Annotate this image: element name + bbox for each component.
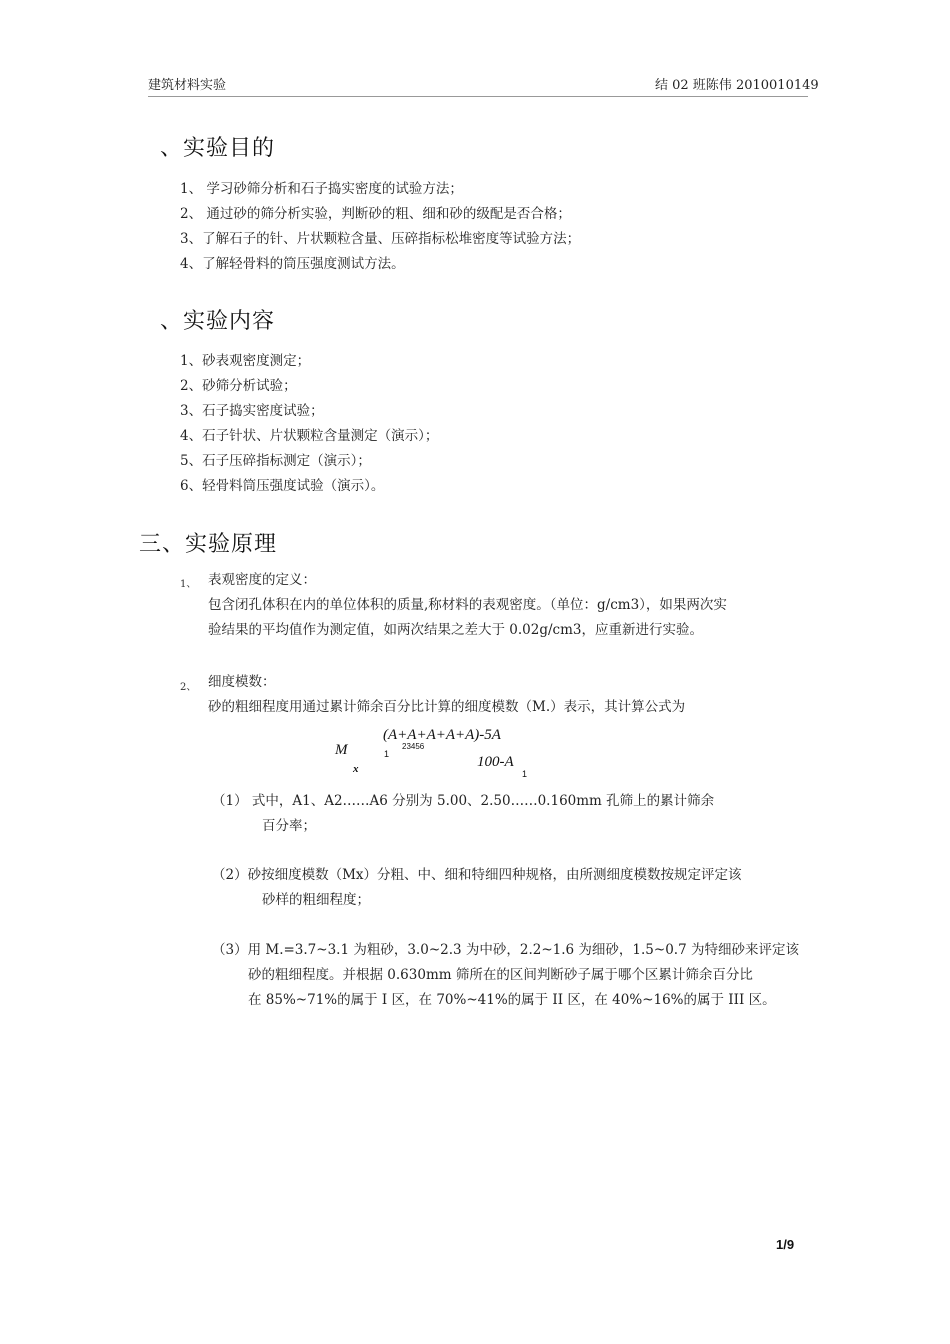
- section1-item-1: 1、 学习砂筛分析和石子捣实密度的试验方法；: [180, 181, 463, 197]
- section1-title: 、实验目的: [160, 136, 276, 161]
- note1-line2: 百分率；: [262, 818, 316, 834]
- p2-number: 2、: [180, 682, 197, 693]
- header-right: 结 02 班陈伟 2010010149: [655, 78, 819, 93]
- formula-denominator: 100-A: [477, 754, 514, 770]
- p2-title: 细度模数：: [208, 674, 276, 690]
- formula-lhs-sub: x: [353, 763, 359, 775]
- section1-item-3: 3、了解石子的针、片状颗粒含量、压碎指标松堆密度等试验方法；: [180, 231, 581, 247]
- formula-num-sub1: 1: [384, 749, 390, 759]
- note3-line1: （3）用 M.=3.7~3.1 为粗砂，3.0~2.3 为中砂，2.2~1.6 为细砂，1.5~0.7 为特细砂来评定该: [212, 942, 799, 958]
- formula-den-sub: 1: [522, 769, 528, 779]
- note3-line2: 砂的粗细程度。并根据 0.630mm 筛所在的区间判断砂子属于哪个区累计筛余百分比: [248, 967, 753, 983]
- formula-lhs: M: [335, 742, 348, 758]
- p1-line1: 包含闭孔体积在内的单位体积的质量,称材料的表观密度。（单位：g/cm3），如果两次实: [208, 597, 727, 613]
- p1-number: 1、: [180, 579, 197, 590]
- section2-item-3: 3、石子捣实密度试验；: [180, 403, 324, 419]
- section3-title: 三、实验原理: [139, 532, 278, 557]
- p1-line2: 验结果的平均值作为测定值，如两次结果之差大于 0.02g/cm3，应重新进行实验。: [208, 622, 703, 638]
- section2-item-6: 6、轻骨料筒压强度试验（演示）。: [180, 478, 385, 494]
- p2-line1: 砂的粗细程度用通过累计筛余百分比计算的细度模数（M.）表示，其计算公式为: [208, 699, 686, 715]
- formula-numerator: (A+A+A+A+A)-5A: [383, 727, 501, 743]
- p1-title: 表观密度的定义：: [208, 572, 316, 588]
- header-left: 建筑材料实验: [148, 78, 227, 93]
- section2-item-5: 5、石子压碎指标测定（演示）；: [180, 453, 371, 469]
- note1-line1: （1） 式中，A1、A2……A6 分别为 5.00、2.50……0.160mm 孔筛上的累计筛余: [212, 793, 715, 809]
- note3-line3: 在 85%~71%的属于 I 区，在 70%~41%的属于 II 区，在 40%~16%的属于 III 区。: [248, 992, 776, 1008]
- section1-item-2: 2、 通过砂的筛分析实验，判断砂的粗、细和砂的级配是否合格；: [180, 206, 571, 222]
- note2-line1: （2）砂按细度模数（Mx）分粗、中、细和特细四种规格，由所测细度模数按规定评定该: [212, 867, 742, 883]
- section2-item-2: 2、砂筛分析试验；: [180, 378, 297, 394]
- formula-num-subs: 23456: [402, 742, 425, 751]
- note2-line2: 砂样的粗细程度；: [262, 892, 370, 908]
- page-number: 1/9: [776, 1237, 795, 1252]
- header-rule: [148, 96, 808, 97]
- section2-title: 、实验内容: [160, 309, 276, 334]
- section1-item-4: 4、了解轻骨料的筒压强度测试方法。: [180, 256, 405, 272]
- section2-item-1: 1、砂表观密度测定；: [180, 353, 311, 369]
- section2-item-4: 4、石子针状、片状颗粒含量测定（演示）；: [180, 428, 439, 444]
